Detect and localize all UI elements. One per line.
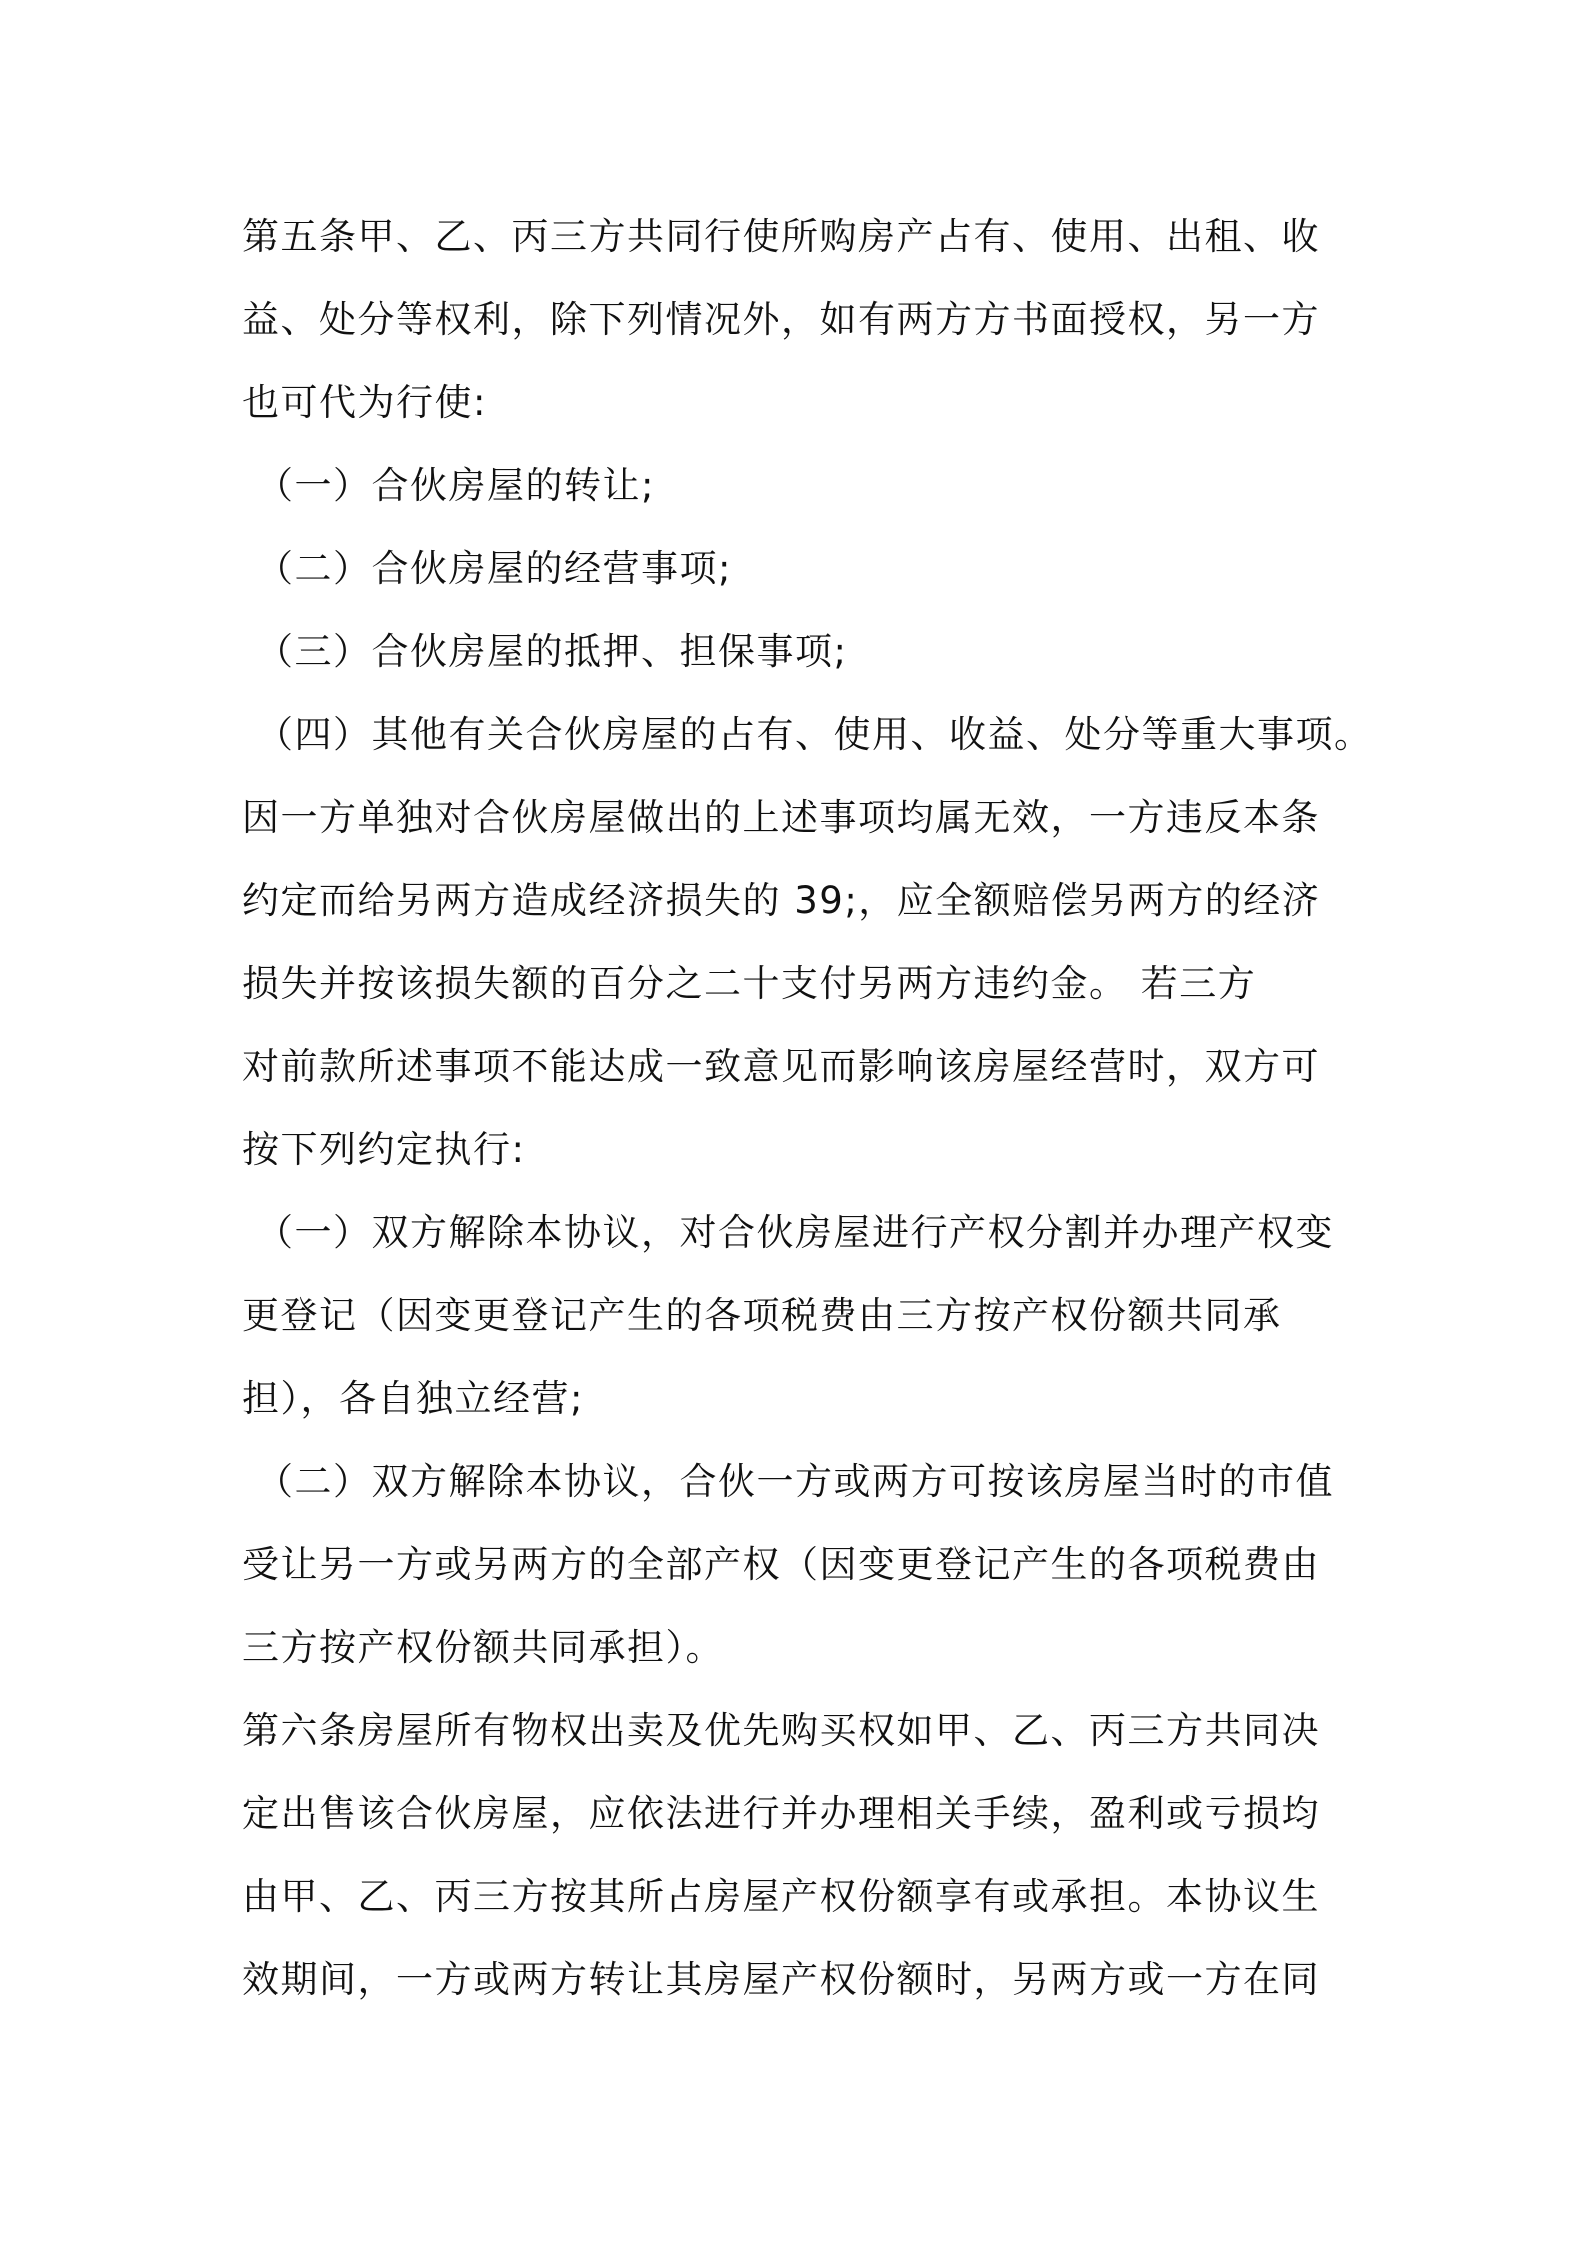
text-line: 担），各自独立经营; bbox=[242, 1377, 584, 1420]
text-line: 第五条甲、乙、丙三方共同行使所购房产占有、使用、出租、收 bbox=[242, 215, 1320, 258]
text-line: 约定而给另两方造成经济损失的 39;，应全额赔偿另两方的经济 bbox=[242, 879, 1321, 922]
list-item-line: （二）合伙房屋的经营事项; bbox=[256, 547, 732, 590]
list-item-line: （三）合伙房屋的抵押、担保事项; bbox=[256, 630, 848, 673]
text-line: 损失并按该损失额的百分之二十支付另两方违约金。 若三方 bbox=[242, 962, 1257, 1005]
list-item-line: （一）合伙房屋的转让; bbox=[256, 464, 655, 507]
document-body bbox=[242, 195, 1373, 2021]
text-line: 由甲、乙、丙三方按其所占房屋产权份额享有或承担。本协议生 bbox=[242, 1875, 1320, 1918]
text-line: 定出售该合伙房屋，应依法进行并办理相关手续，盈利或亏损均 bbox=[242, 1792, 1320, 1835]
text-line: 受让另一方或另两方的全部产权（因变更登记产生的各项税费由 bbox=[242, 1543, 1320, 1586]
text-line: 更登记（因变更登记产生的各项税费由三方按产权份额共同承 bbox=[242, 1294, 1282, 1337]
text-line: 益、处分等权利，除下列情况外，如有两方方书面授权，另一方 bbox=[242, 298, 1320, 341]
list-item-line: （一）双方解除本协议，对合伙房屋进行产权分割并办理产权变 bbox=[256, 1211, 1334, 1254]
text-line: 对前款所述事项不能达成一致意见而影响该房屋经营时，双方可 bbox=[242, 1045, 1320, 1088]
text-line: 效期间，一方或两方转让其房屋产权份额时，另两方或一方在同 bbox=[242, 1958, 1320, 2001]
list-item-line: （二）双方解除本协议，合伙一方或两方可按该房屋当时的市值 bbox=[256, 1460, 1334, 1503]
text-line: 因一方单独对合伙房屋做出的上述事项均属无效，一方违反本条 bbox=[242, 796, 1320, 839]
text-line: 第六条房屋所有物权出卖及优先购买权如甲、乙、丙三方共同决 bbox=[242, 1709, 1320, 1752]
list-item-line: （四）其他有关合伙房屋的占有、使用、收益、处分等重大事项。 bbox=[256, 713, 1373, 756]
text-line: 三方按产权份额共同承担）。 bbox=[242, 1626, 724, 1669]
text-line: 也可代为行使: bbox=[242, 381, 487, 424]
text-line: 按下列约定执行: bbox=[242, 1128, 526, 1171]
